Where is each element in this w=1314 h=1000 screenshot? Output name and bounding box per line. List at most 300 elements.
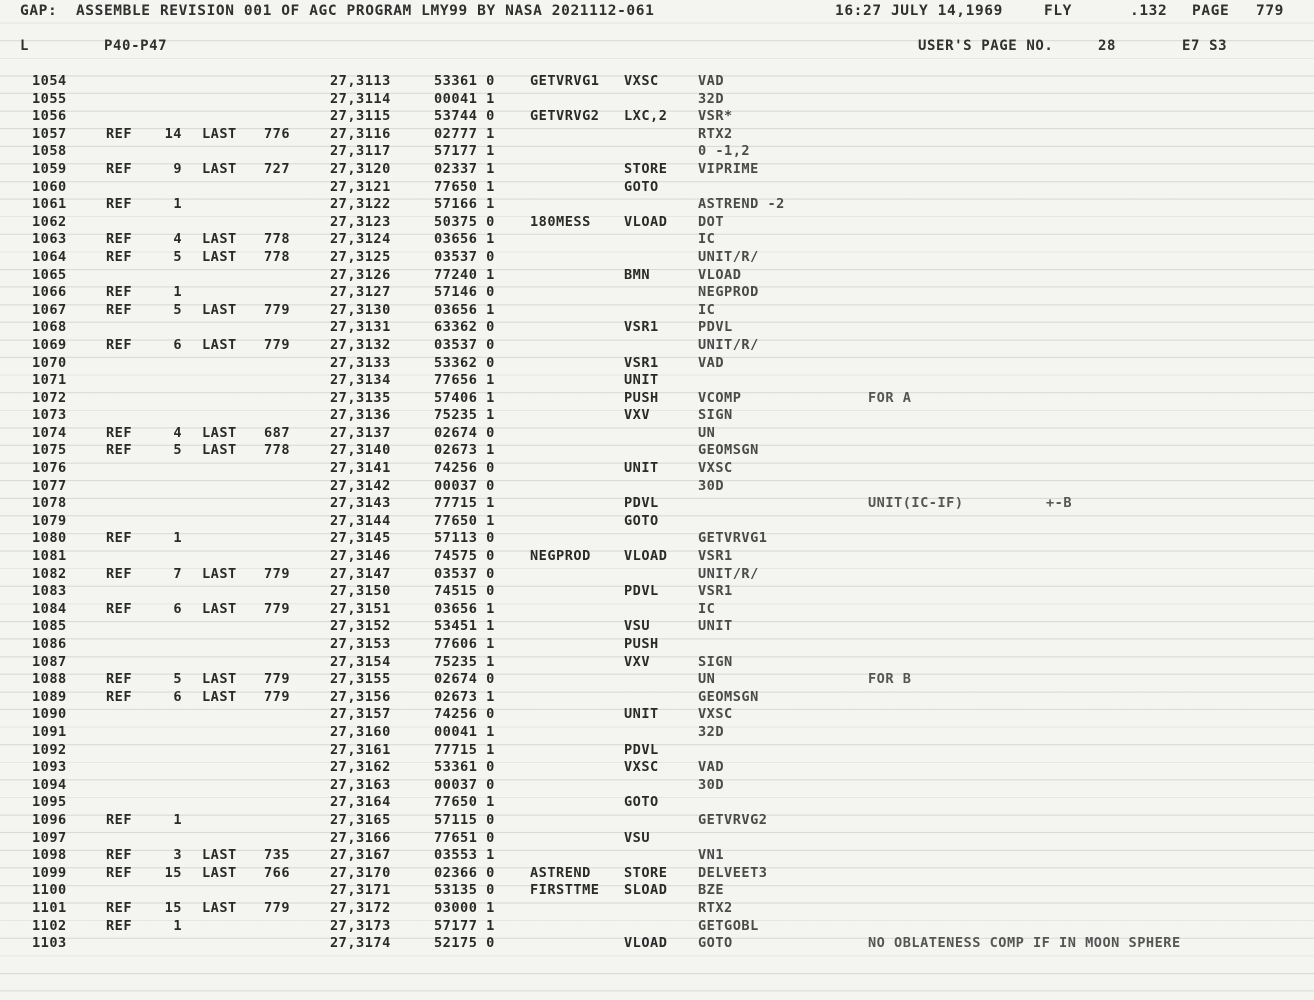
listing-row [0, 248, 1314, 266]
cell-line: 1066 [32, 284, 67, 301]
cell-addr: 27,3155 [330, 671, 391, 688]
cell-ref: REF [106, 917, 133, 934]
cell-oct: 00041 1 [434, 90, 495, 107]
cell-addr: 27,3114 [330, 90, 391, 107]
cell-addr: 27,3141 [330, 460, 391, 477]
cell-refn: 5 [173, 442, 182, 459]
cell-last: LAST [202, 442, 237, 459]
cell-lastn: 776 [264, 125, 291, 142]
cell-lastn: 778 [264, 442, 291, 459]
user-page-label: USER'S PAGE NO. [918, 38, 1054, 54]
cell-addr: 27,3137 [330, 424, 391, 441]
cell-oct: 53744 0 [434, 108, 495, 125]
cell-addr: 27,3135 [330, 389, 391, 406]
cell-opnd: BZE [698, 882, 725, 899]
cell-oct: 53135 0 [434, 882, 495, 899]
listing-row [0, 213, 1314, 231]
listing-row [0, 266, 1314, 284]
cell-opnd: UN [698, 671, 716, 688]
cell-line: 1097 [32, 829, 67, 846]
cell-opnd: GETVRVG1 [698, 530, 768, 547]
cell-refn: 6 [173, 336, 182, 353]
listing-row [0, 635, 1314, 653]
cell-opnd: VAD [698, 73, 725, 89]
cell-oct: 02337 1 [434, 160, 495, 177]
cell-line: 1081 [32, 548, 67, 565]
cell-addr: 27,3120 [330, 160, 391, 177]
listing-row [0, 230, 1314, 248]
cell-oct: 03553 1 [434, 847, 495, 864]
cell-addr: 27,3142 [330, 477, 391, 494]
assembly-header: GAP: ASSEMBLE REVISION 001 OF AGC PROGRAM LMY99 BY NASA 2021112-061 [20, 3, 655, 19]
cell-refn: 14 [164, 125, 182, 142]
cell-opnd: 30D [698, 776, 725, 793]
cell-oct: 75235 1 [434, 653, 495, 670]
cell-opnd: UNIT [698, 618, 733, 635]
cell-oct: 03537 0 [434, 336, 495, 353]
cell-opnd: GETGOBL [698, 917, 759, 934]
cell-oct: 77715 1 [434, 741, 495, 758]
cell-line: 1096 [32, 811, 67, 828]
cell-line: 1095 [32, 794, 67, 811]
cell-ref: REF [106, 125, 133, 142]
cell-addr: 27,3117 [330, 143, 391, 160]
cell-line: 1075 [32, 442, 67, 459]
listing-row [0, 459, 1314, 477]
cell-addr: 27,3131 [330, 319, 391, 336]
cell-ref: REF [106, 864, 133, 881]
cell-line: 1099 [32, 864, 67, 881]
log-section: P40-P47 [104, 38, 168, 54]
cell-op: GOTO [624, 178, 659, 195]
cell-lastn: 727 [264, 160, 291, 177]
cell-refn: 6 [173, 688, 182, 705]
cell-ref: REF [106, 688, 133, 705]
user-page-number: 28 [1098, 38, 1117, 54]
listing-row [0, 477, 1314, 495]
cell-op: GOTO [624, 794, 659, 811]
cell-addr: 27,3167 [330, 847, 391, 864]
cell-opnd: VIPRIME [698, 160, 759, 177]
cell-opnd: IC [698, 231, 716, 248]
cell-refn: 15 [164, 864, 182, 881]
cell-cmt: UNIT(IC-IF) [868, 495, 964, 512]
cell-oct: 52175 0 [434, 935, 495, 952]
cell-op: STORE [624, 160, 668, 177]
cell-line: 1068 [32, 319, 67, 336]
cell-addr: 27,3161 [330, 741, 391, 758]
cell-refn: 3 [173, 847, 182, 864]
cell-addr: 27,3116 [330, 125, 391, 142]
cell-oct: 02674 0 [434, 424, 495, 441]
cell-ref: REF [106, 231, 133, 248]
cell-lastn: 779 [264, 301, 291, 318]
listing-row [0, 318, 1314, 336]
cell-opnd: UNIT/R/ [698, 248, 759, 265]
listing-row [0, 142, 1314, 160]
cell-addr: 27,3121 [330, 178, 391, 195]
cell-addr: 27,3115 [330, 108, 391, 125]
cell-opnd: VAD [698, 354, 725, 371]
listing-row [0, 178, 1314, 196]
cell-ref: REF [106, 899, 133, 916]
cell-op: VLOAD [624, 548, 668, 565]
cell-ref: REF [106, 284, 133, 301]
cell-oct: 02674 0 [434, 671, 495, 688]
cell-opnd: GOTO [698, 935, 733, 952]
cell-line: 1086 [32, 636, 67, 652]
cell-oct: 74515 0 [434, 583, 495, 600]
cell-addr: 27,3125 [330, 248, 391, 265]
cell-line: 1098 [32, 847, 67, 864]
cell-oct: 03000 1 [434, 899, 495, 916]
cell-oct: 57177 1 [434, 143, 495, 160]
cell-op: VSR1 [624, 319, 659, 336]
cell-oct: 50375 0 [434, 213, 495, 230]
cell-last: LAST [202, 671, 237, 688]
cell-oct: 02673 1 [434, 442, 495, 459]
cell-oct: 57146 0 [434, 284, 495, 301]
cell-opnd: PDVL [698, 319, 733, 336]
cell-last: LAST [202, 301, 237, 318]
cell-opnd: VXSC [698, 706, 733, 723]
cell-cmt: NO OBLATENESS COMP IF IN MOON SPHERE [868, 935, 1181, 952]
cell-addr: 27,3122 [330, 196, 391, 213]
cell-refn: 6 [173, 600, 182, 617]
listing-row [0, 670, 1314, 688]
cell-lastn: 779 [264, 336, 291, 353]
cell-opnd: 30D [698, 477, 725, 494]
cell-loc: 180MESS [530, 213, 591, 230]
cell-addr: 27,3166 [330, 829, 391, 846]
cell-lastn: 779 [264, 600, 291, 617]
cell-line: 1077 [32, 477, 67, 494]
cell-ref: REF [106, 336, 133, 353]
cell-line: 1072 [32, 389, 67, 406]
listing-row [0, 653, 1314, 671]
cell-addr: 27,3156 [330, 688, 391, 705]
cell-ref: REF [106, 301, 133, 318]
time-value: .132 [1130, 3, 1168, 19]
cell-line: 1083 [32, 583, 67, 600]
cell-line: 1079 [32, 512, 67, 529]
cell-oct: 03656 1 [434, 301, 495, 318]
page-code: E7 S3 [1182, 38, 1228, 54]
cell-addr: 27,3143 [330, 495, 391, 512]
cell-last: LAST [202, 847, 237, 864]
cell-line: 1091 [32, 723, 67, 740]
cell-oct: 77650 1 [434, 178, 495, 195]
listing-row [0, 565, 1314, 583]
cell-oct: 03656 1 [434, 600, 495, 617]
cell-oct: 63362 0 [434, 319, 495, 336]
cell-addr: 27,3153 [330, 636, 391, 652]
cell-ref: REF [106, 600, 133, 617]
cell-addr: 27,3171 [330, 882, 391, 899]
listing-row [0, 846, 1314, 864]
cell-line: 1094 [32, 776, 67, 793]
cell-last: LAST [202, 336, 237, 353]
cell-addr: 27,3124 [330, 231, 391, 248]
cell-lastn: 778 [264, 231, 291, 248]
cell-refn: 4 [173, 424, 182, 441]
cell-refn: 9 [173, 160, 182, 177]
cell-addr: 27,3165 [330, 811, 391, 828]
listing-row [0, 72, 1314, 90]
cell-addr: 27,3163 [330, 776, 391, 793]
listing-row [0, 899, 1314, 917]
cell-opnd: 0 -1,2 [698, 143, 751, 160]
cell-oct: 77651 0 [434, 829, 495, 846]
cell-ref: REF [106, 248, 133, 265]
cell-opnd: RTX2 [698, 899, 733, 916]
timestamp: 16:27 JULY 14,1969 [835, 3, 1003, 19]
listing-row [0, 529, 1314, 547]
cell-opnd: SIGN [698, 653, 733, 670]
cell-addr: 27,3152 [330, 618, 391, 635]
cell-line: 1076 [32, 460, 67, 477]
cell-op: VSU [624, 618, 651, 635]
cell-oct: 02673 1 [434, 688, 495, 705]
cell-oct: 77606 1 [434, 636, 495, 652]
cell-last: LAST [202, 565, 237, 582]
listing-row [0, 125, 1314, 143]
cell-op: UNIT [624, 372, 659, 389]
cell-oct: 77650 1 [434, 794, 495, 811]
cell-lastn: 687 [264, 424, 291, 441]
cell-opnd: 32D [698, 723, 725, 740]
cell-addr: 27,3174 [330, 935, 391, 952]
cell-cmt2: +-B [1046, 495, 1073, 512]
listing-row [0, 934, 1314, 952]
cell-oct: 00037 0 [434, 477, 495, 494]
cell-op: VXSC [624, 73, 659, 89]
listing-row [0, 512, 1314, 530]
cell-last: LAST [202, 231, 237, 248]
cell-op: UNIT [624, 460, 659, 477]
cell-op: STORE [624, 864, 668, 881]
cell-addr: 27,3145 [330, 530, 391, 547]
cell-op: VSR1 [624, 354, 659, 371]
listing-row [0, 441, 1314, 459]
cell-opnd: VSR1 [698, 548, 733, 565]
cell-op: VLOAD [624, 935, 668, 952]
cell-opnd: VCOMP [698, 389, 742, 406]
cell-oct: 03537 0 [434, 248, 495, 265]
cell-oct: 57406 1 [434, 389, 495, 406]
listing-row [0, 793, 1314, 811]
cell-opnd: VSR1 [698, 583, 733, 600]
cell-op: PDVL [624, 583, 659, 600]
cell-addr: 27,3144 [330, 512, 391, 529]
cell-line: 1056 [32, 108, 67, 125]
cell-last: LAST [202, 424, 237, 441]
cell-line: 1084 [32, 600, 67, 617]
cell-line: 1090 [32, 706, 67, 723]
listing-body [0, 72, 1314, 952]
cell-addr: 27,3162 [330, 759, 391, 776]
cell-op: SLOAD [624, 882, 668, 899]
cell-ref: REF [106, 160, 133, 177]
cell-opnd: IC [698, 600, 716, 617]
listing-row [0, 776, 1314, 794]
listing-row [0, 582, 1314, 600]
cell-op: BMN [624, 266, 651, 283]
cell-oct: 57115 0 [434, 811, 495, 828]
cell-last: LAST [202, 160, 237, 177]
cell-op: VXSC [624, 759, 659, 776]
cell-opnd: VN1 [698, 847, 725, 864]
cell-oct: 53451 1 [434, 618, 495, 635]
cell-oct: 00041 1 [434, 723, 495, 740]
cell-cmt: FOR B [868, 671, 912, 688]
listing-row [0, 688, 1314, 706]
cell-oct: 57177 1 [434, 917, 495, 934]
cell-lastn: 779 [264, 565, 291, 582]
cell-opnd: UN [698, 424, 716, 441]
cell-op: VSU [624, 829, 651, 846]
cell-addr: 27,3151 [330, 600, 391, 617]
cell-oct: 53361 0 [434, 73, 495, 89]
listing-row [0, 547, 1314, 565]
cell-line: 1063 [32, 231, 67, 248]
cell-line: 1093 [32, 759, 67, 776]
cell-line: 1102 [32, 917, 67, 934]
listing-row [0, 301, 1314, 319]
cell-refn: 5 [173, 301, 182, 318]
cell-opnd: RTX2 [698, 125, 733, 142]
cell-line: 1085 [32, 618, 67, 635]
cell-opnd: GEOMSGN [698, 442, 759, 459]
cell-opnd: 32D [698, 90, 725, 107]
cell-line: 1088 [32, 671, 67, 688]
cell-addr: 27,3123 [330, 213, 391, 230]
cell-lastn: 779 [264, 688, 291, 705]
listing-row [0, 864, 1314, 882]
cell-line: 1078 [32, 495, 67, 512]
cell-oct: 77656 1 [434, 372, 495, 389]
cell-ref: REF [106, 530, 133, 547]
cell-addr: 27,3140 [330, 442, 391, 459]
cell-oct: 02777 1 [434, 125, 495, 142]
cell-loc: ASTREND [530, 864, 591, 881]
cell-opnd: UNIT/R/ [698, 336, 759, 353]
cell-lastn: 735 [264, 847, 291, 864]
cell-oct: 53361 0 [434, 759, 495, 776]
cell-ref: REF [106, 811, 133, 828]
cell-refn: 7 [173, 565, 182, 582]
cell-op: GOTO [624, 512, 659, 529]
cell-oct: 53362 0 [434, 354, 495, 371]
cell-ref: REF [106, 671, 133, 688]
cell-last: LAST [202, 600, 237, 617]
cell-loc: FIRSTTME [530, 882, 600, 899]
listing-row [0, 741, 1314, 759]
cell-ref: REF [106, 196, 133, 213]
cell-line: 1080 [32, 530, 67, 547]
listing-row [0, 881, 1314, 899]
cell-line: 1074 [32, 424, 67, 441]
cell-oct: 74256 0 [434, 706, 495, 723]
cell-line: 1064 [32, 248, 67, 265]
cell-addr: 27,3164 [330, 794, 391, 811]
cell-last: LAST [202, 864, 237, 881]
listing-row [0, 758, 1314, 776]
cell-ref: REF [106, 424, 133, 441]
listing-row [0, 917, 1314, 935]
listing-row [0, 829, 1314, 847]
cell-op: LXC,2 [624, 108, 668, 125]
cell-last: LAST [202, 688, 237, 705]
cell-op: VLOAD [624, 213, 668, 230]
cell-ref: REF [106, 847, 133, 864]
cell-line: 1055 [32, 90, 67, 107]
fly-label: FLY [1044, 3, 1072, 19]
cell-line: 1087 [32, 653, 67, 670]
cell-line: 1054 [32, 73, 67, 89]
cell-refn: 1 [173, 196, 182, 213]
cell-ref: REF [106, 565, 133, 582]
cell-oct: 03537 0 [434, 565, 495, 582]
cell-line: 1089 [32, 688, 67, 705]
cell-oct: 77715 1 [434, 495, 495, 512]
cell-opnd: NEGPROD [698, 284, 759, 301]
listing-row [0, 90, 1314, 108]
cell-last: LAST [202, 248, 237, 265]
cell-addr: 27,3113 [330, 73, 391, 89]
cell-opnd: VAD [698, 759, 725, 776]
cell-cmt: FOR A [868, 389, 912, 406]
cell-line: 1058 [32, 143, 67, 160]
cell-opnd: VLOAD [698, 266, 742, 283]
cell-addr: 27,3147 [330, 565, 391, 582]
listing-marker: L [20, 38, 30, 54]
listing-row [0, 494, 1314, 512]
cell-line: 1062 [32, 213, 67, 230]
cell-op: PUSH [624, 389, 659, 406]
cell-op: PDVL [624, 741, 659, 758]
cell-opnd: GEOMSGN [698, 688, 759, 705]
cell-line: 1067 [32, 301, 67, 318]
cell-line: 1071 [32, 372, 67, 389]
cell-line: 1103 [32, 935, 67, 952]
cell-line: 1092 [32, 741, 67, 758]
cell-addr: 27,3136 [330, 407, 391, 424]
cell-refn: 1 [173, 284, 182, 301]
cell-addr: 27,3173 [330, 917, 391, 934]
cell-addr: 27,3130 [330, 301, 391, 318]
cell-addr: 27,3132 [330, 336, 391, 353]
cell-addr: 27,3157 [330, 706, 391, 723]
listing-row [0, 705, 1314, 723]
cell-line: 1061 [32, 196, 67, 213]
cell-refn: 15 [164, 899, 182, 916]
cell-refn: 5 [173, 248, 182, 265]
cell-lastn: 779 [264, 671, 291, 688]
cell-line: 1060 [32, 178, 67, 195]
cell-oct: 77240 1 [434, 266, 495, 283]
cell-oct: 75235 1 [434, 407, 495, 424]
cell-line: 1073 [32, 407, 67, 424]
cell-oct: 00037 0 [434, 776, 495, 793]
cell-loc: GETVRVG2 [530, 108, 600, 125]
cell-opnd: SIGN [698, 407, 733, 424]
cell-op: PDVL [624, 495, 659, 512]
cell-lastn: 779 [264, 899, 291, 916]
cell-addr: 27,3172 [330, 899, 391, 916]
cell-last: LAST [202, 125, 237, 142]
cell-oct: 74575 0 [434, 548, 495, 565]
